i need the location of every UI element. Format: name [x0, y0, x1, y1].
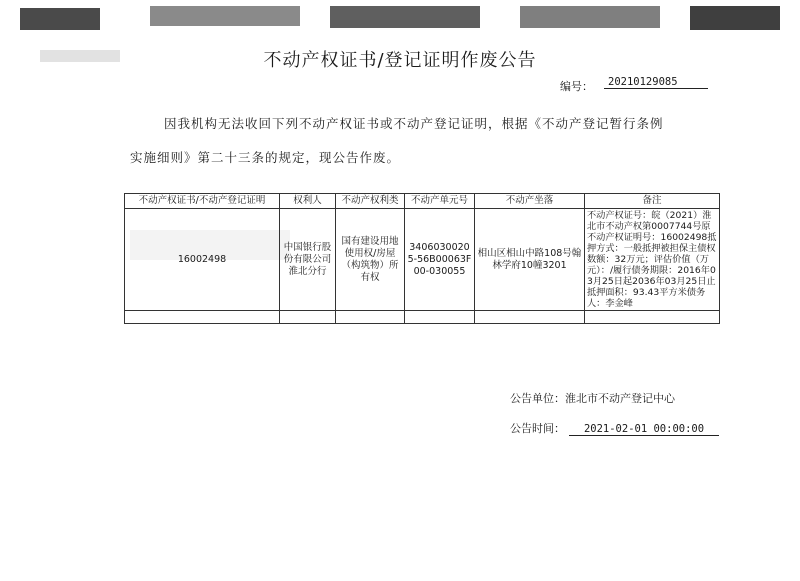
cell-cert-no: 16002498	[125, 209, 280, 311]
table-row-blank	[125, 311, 720, 324]
notice-paragraph-2: 实施细则》第二十三条的规定，现公告作废。	[130, 150, 401, 165]
blank-cell	[125, 311, 280, 324]
cell-holder: 中国银行股份有限公司淮北分行	[280, 209, 336, 311]
notice-paragraph-1: 因我机构无法收回下列不动产权证书或不动产登记证明，根据《不动产登记暂行条例	[164, 116, 664, 131]
cell-unit-no: 34060300205-56B00063F00-030055	[405, 209, 475, 311]
header-right-type: 不动产权利类	[336, 194, 405, 209]
announcing-unit-value: 淮北市不动产登记中心	[565, 392, 675, 405]
announcing-unit	[510, 390, 675, 406]
certificate-table	[124, 193, 720, 324]
cell-note: 不动产权证号：皖（2021）淮北市不动产权第0007744号原不动产权证明号：16002498抵押方式：一般抵押被担保主债权数额：32万元；评估价值（万元）：/履行债务期限：2016年03月25日起2036年03月25日止抵押面积：93.43平方米债务人：李金峰	[585, 209, 720, 311]
announcing-unit-label: 公告单位：	[510, 392, 565, 405]
header-holder: 权利人	[280, 194, 336, 209]
cell-right-type: 国有建设用地使用权/房屋（构筑物）所有权	[336, 209, 405, 311]
announcement-time-value: 2021-02-01 00:00:00	[569, 423, 719, 436]
header-cert-no: 不动产权证书/不动产登记证明	[125, 194, 280, 209]
header-note: 备注	[585, 194, 720, 209]
table-header-row	[125, 194, 720, 209]
doc-number-value: 20210129085	[604, 76, 708, 89]
announcement-time	[510, 420, 719, 436]
header-location: 不动产坐落	[475, 194, 585, 209]
blank-cell	[585, 311, 720, 324]
table-row	[125, 209, 720, 311]
scan-shadow-top-mid-3	[520, 6, 660, 28]
scan-shadow-top-right	[690, 6, 780, 30]
announcement-time-label: 公告时间：	[510, 422, 565, 435]
blank-cell	[405, 311, 475, 324]
blank-cell	[336, 311, 405, 324]
blank-cell	[475, 311, 585, 324]
doc-number-label: 编号：	[560, 80, 593, 93]
scan-shadow-top-mid-2	[330, 6, 480, 28]
cell-location: 相山区相山中路108号翰林学府10幢3201	[475, 209, 585, 311]
scan-shadow-top-mid-1	[150, 6, 300, 26]
page-title: 不动产权证书/登记证明作废公告	[263, 50, 537, 71]
scan-shadow-top-left	[20, 8, 100, 30]
blank-cell	[280, 311, 336, 324]
header-unit-no: 不动产单元号	[405, 194, 475, 209]
